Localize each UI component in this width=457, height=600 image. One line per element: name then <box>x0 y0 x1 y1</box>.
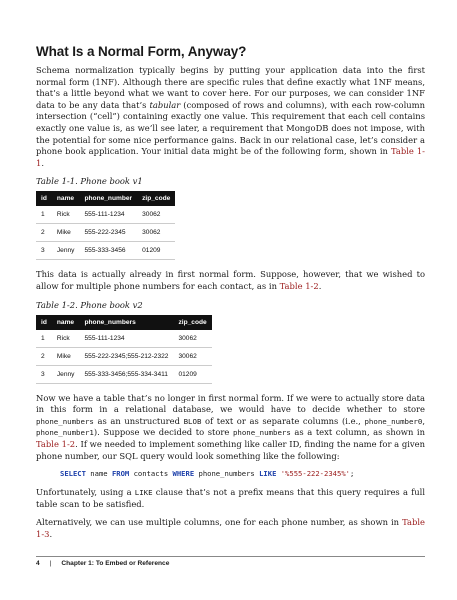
table-cell: 30062 <box>137 224 175 242</box>
column-header: zip_code <box>137 191 175 206</box>
table-header-row <box>36 191 175 206</box>
table-cell: 555-333-3456 <box>79 242 137 260</box>
table-cell: 555-333-3456;555-334-3411 <box>79 365 173 383</box>
paragraph-not-1nf: Now we have a table that’s no longer in first normal form. If we were to actually store data in this form in a relational database, we would have to decide whether to store phone_numbers as an unstructured BLOB of text or as separate columns (i.e., phone_number0, phone_number1). Suppose we decided to store phone_numbers as a text column, as shown in Table 1-2. If we needed to implement something like caller ID, finding the name for a given phone number, our SQL query would look something like the following: <box>36 392 425 461</box>
page-content <box>36 44 425 547</box>
xref-table-1-2[interactable]: Table 1-2 <box>279 280 319 291</box>
table-cell: 3 <box>36 365 52 383</box>
column-header: phone_number <box>79 191 137 206</box>
xref-table-1-2[interactable]: Table 1-2 <box>36 438 76 449</box>
column-header: name <box>52 191 80 206</box>
table-row <box>36 206 175 224</box>
table-cell: 30062 <box>173 347 211 365</box>
paragraph-multiple-phones: This data is actually already in first normal form. Suppose, however, that we wished to allow for multiple phone numbers for each contact, as in Table 1-2. <box>36 269 425 291</box>
table-cell: 555-222-2345 <box>79 224 137 242</box>
table-cell: 555-111-1234 <box>79 330 173 348</box>
table-cell: Rick <box>52 330 80 348</box>
table-cell: Jenny <box>52 242 80 260</box>
table-cell: Mike <box>52 347 80 365</box>
column-header: name <box>52 315 80 330</box>
table-phone-book-v1 <box>36 191 175 260</box>
table-cell: 2 <box>36 224 52 242</box>
section-heading: What Is a Normal Form, Anyway? <box>36 44 247 59</box>
table-cell: 1 <box>36 330 52 348</box>
table-cell: 2 <box>36 347 52 365</box>
table-row <box>36 347 212 365</box>
page-number: 4 <box>36 560 40 567</box>
table-cell: 555-222-2345;555-212-2322 <box>79 347 173 365</box>
table-cell: Rick <box>52 206 80 224</box>
table-phone-book-v2 <box>36 315 212 384</box>
column-header: id <box>36 191 52 206</box>
table-cell: Jenny <box>52 365 80 383</box>
paragraph-intro: Schema normalization typically begins by putting your application data into the first normal form (1NF). Although there are specific rules that define exactly what 1NF means, that’s a little beyond what we want to cover here. For our purposes, we can consider 1NF data to be any data that’s tabular (composed of rows and columns), with each row-column intersection (“cell”) containing exactly one value. This requirement that each cell contains exactly one value is, as we’ll see later, a requirement that MongoDB does not impose, with the potential for some nice performance gains. Back in our relational case, let’s consider a phone book application. Your initial data might be of the following form, shown in Table 1-1. <box>36 65 426 168</box>
table-cell: Mike <box>52 224 80 242</box>
table-row <box>36 242 175 260</box>
column-header: id <box>36 315 52 330</box>
column-header: phone_numbers <box>79 315 173 330</box>
table-cell: 1 <box>36 206 52 224</box>
table2-caption: Table 1-2. Phone book v2 <box>36 299 143 310</box>
paragraph-like-clause: Unfortunately, using a LIKE clause that’s not a prefix means that this query requires a full table scan to be satisfied. <box>36 487 425 509</box>
table-cell: 3 <box>36 242 52 260</box>
chapter-title: Chapter 1: To Embed or Reference <box>61 560 170 567</box>
table-cell: 555-111-1234 <box>79 206 137 224</box>
sql-code-block: SELECT name FROM contacts WHERE phone_numbers LIKE '%555-222-2345%'; <box>60 469 355 479</box>
page-footer <box>36 556 425 567</box>
table-row <box>36 224 175 242</box>
column-header: zip_code <box>173 315 211 330</box>
table-row <box>36 330 212 348</box>
xref-table-1-3[interactable]: Table 1-3 <box>36 517 425 539</box>
paragraph-alternative: Alternatively, we can use multiple columns, one for each phone number, as shown in Table 1-3. <box>36 517 425 539</box>
table-cell: 01209 <box>173 365 211 383</box>
table-cell: 01209 <box>137 242 175 260</box>
table-header-row <box>36 315 212 330</box>
xref-table-1-1[interactable]: Table 1-1 <box>36 146 426 168</box>
table-cell: 30062 <box>173 330 211 348</box>
table-cell: 30062 <box>137 206 175 224</box>
table-row <box>36 365 212 383</box>
table1-caption: Table 1-1. Phone book v1 <box>36 176 143 187</box>
footer-separator: | <box>49 560 52 567</box>
